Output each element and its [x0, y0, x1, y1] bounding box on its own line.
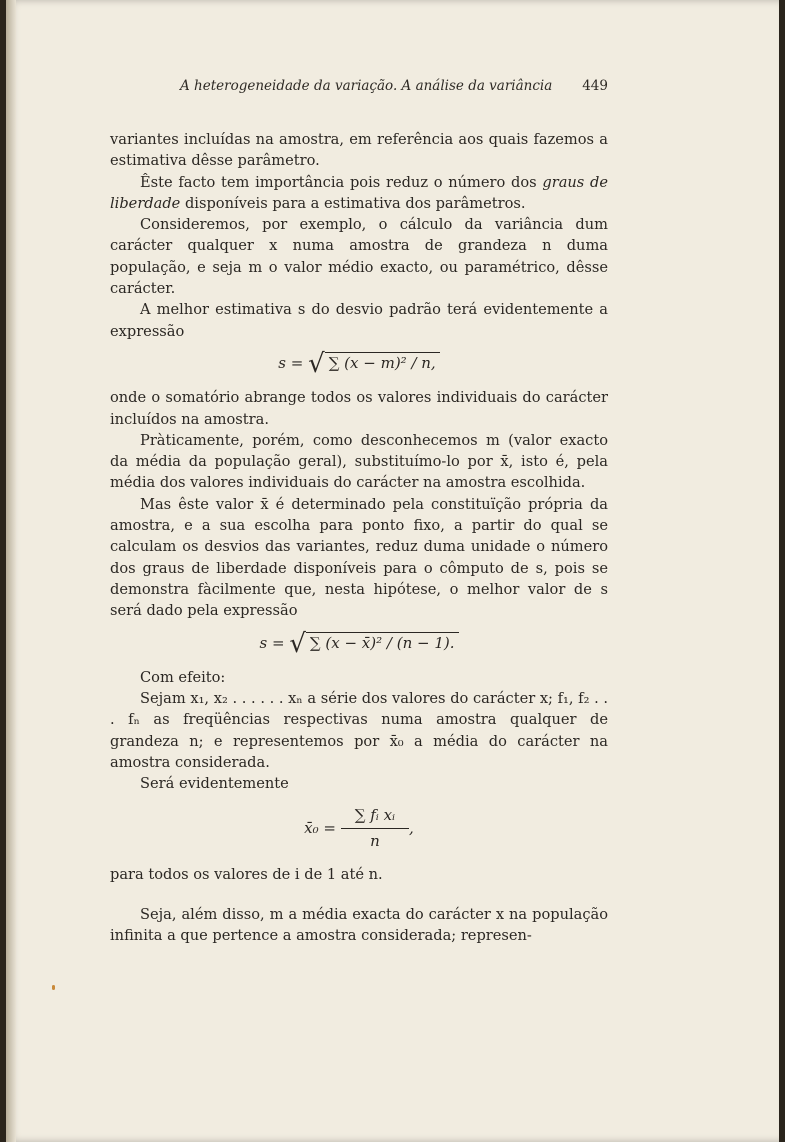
ink-mark: [52, 985, 55, 990]
paragraph: Mas êste valor x̄ é determinado pela constituïção própria da amostra, e a sua escolha para ponto fixo, a partir do qual se calculam os desvios das variantes, reduz duma unidade o número dos graus de liberdade disponíveis para o cômputo de s, pois se demonstra fàcilmente que, nesta hipótese, o melhor valor de s será dado pela expressão: [110, 495, 608, 620]
formula-std-dev-population: [110, 348, 608, 379]
running-title: A heterogeneidade da variação. A análise da variância: [180, 78, 553, 94]
paragraph: Sejam x₁, x₂ . . . . . . xₙ a série dos valores do carácter x; f₁, f₂ . . . fₙ as freqüências respectivas numa amostra qualquer de grandeza n; e representemos por x̄₀ a média do carácter na amostra considerada.: [110, 690, 608, 772]
formula-std-dev-sample: [110, 628, 608, 659]
fraction-numerator: ∑ fᵢ xᵢ: [341, 805, 409, 829]
paragraph: Pràticamente, porém, como desconhecemos m (valor exacto da média da população geral), substituímo-lo por x̄, isto é, pela média dos valores individuais do carácter na amostra escolhida.: [110, 431, 608, 492]
page-number: 449: [582, 78, 608, 94]
paragraph: Com efeito:: [140, 668, 226, 686]
book-page: [6, 0, 779, 1142]
page-gutter-shadow: [6, 0, 16, 1142]
paragraph: Será evidentemente: [140, 775, 289, 793]
paragraph: onde o somatório abrange todos os valores individuais do carácter incluídos na amostra.: [110, 389, 608, 428]
formula-lhs: s =: [278, 353, 304, 372]
paragraph: [110, 172, 608, 215]
paragraph: variantes incluídas na amostra, em referência aos quais fazemos a estimativa dêsse parâmetro.: [110, 131, 608, 170]
paragraph: para todos os valores de i de 1 até n.: [110, 866, 383, 884]
fraction-denominator: n: [370, 831, 380, 850]
fraction: [341, 805, 409, 853]
sqrt-sign: √: [289, 628, 306, 659]
italic-term: graus de liberdade: [110, 173, 608, 212]
body-text: [110, 129, 608, 946]
formula-lhs: s =: [259, 633, 285, 652]
formula-lhs: x̄₀ =: [304, 818, 336, 837]
paragraph: A melhor estimativa s do desvio padrão terá evidentemente a expressão: [110, 301, 608, 340]
sqrt-sign: √: [308, 348, 325, 379]
text-run: Êste facto tem importância pois reduz o número dos: [140, 173, 543, 191]
text-run: disponíveis para a estimativa dos parâmetros.: [180, 194, 526, 212]
formula-punctuation: ,: [409, 818, 414, 837]
paragraph: Consideremos, por exemplo, o cálculo da variância dum carácter qualquer x numa amostra de grandeza n duma população, e seja m o valor médio exacto, ou paramétrico, dêsse carácter.: [110, 216, 608, 298]
formula-sample-mean: [110, 805, 608, 853]
paragraph: Seja, além disso, m a média exacta do carácter x na população infinita a que pertence a amostra considerada; represen-: [110, 905, 608, 944]
formula-radicand: ∑ (x − m)² / n,: [325, 352, 440, 374]
spacer: [110, 886, 608, 904]
formula-radicand: ∑ (x − x̄)² / (n − 1).: [306, 632, 459, 654]
